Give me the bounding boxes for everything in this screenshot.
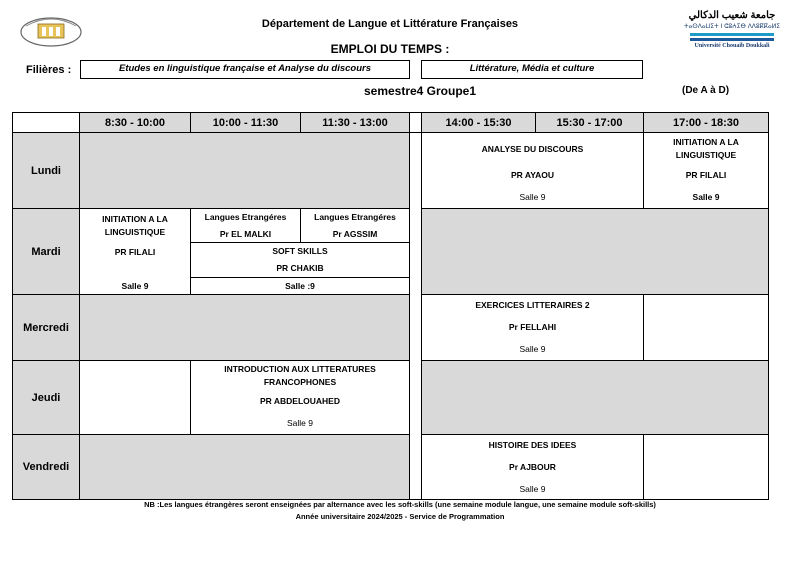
day-lundi: Lundi — [12, 132, 80, 209]
session-vendredi-histoire: HISTOIRE DES IDEES Pr AJBOUR Salle 9 — [421, 434, 644, 500]
day-jeudi: Jeudi — [12, 360, 80, 435]
session-mardi-initiation: INITIATION A LA LINGUISTIQUE PR FILALI Salle 9 — [79, 208, 191, 295]
time-slot-1: 8:30 - 10:00 — [79, 112, 191, 133]
time-slot-5: 15:30 - 17:00 — [535, 112, 644, 133]
session-mercredi-exercices: EXERCICES LITTERAIRES 2 Pr FELLAHI Salle 9 — [421, 294, 644, 361]
session-lundi-analyse: ANALYSE DU DISCOURS PR AYAOU Salle 9 — [421, 132, 644, 209]
session-mardi-softskills-room: Salle :9 — [190, 277, 410, 295]
day-mercredi: Mercredi — [12, 294, 80, 361]
filiere-2: Littérature, Média et culture — [469, 63, 595, 74]
footer-note: NB :Les langues étrangères seront enseignées par alternance avec les soft-skills (une semaine module langue, une semaine module soft-skills) — [144, 500, 656, 509]
session-mardi-langues-1: Langues Etrangéres Pr EL MALKI — [190, 208, 301, 243]
day-mardi: Mardi — [12, 208, 80, 295]
univ-latin-name: Université Chouaib Doukkali — [694, 43, 770, 49]
session-mardi-langues-2: Langues Etrangéres Pr AGSSIM — [300, 208, 410, 243]
semester-group: semestre4 Groupe1 — [363, 84, 477, 98]
time-slot-4: 14:00 - 15:30 — [421, 112, 536, 133]
session-lundi-initiation: INITIATION A LA LINGUISTIQUE PR FILALI Salle 9 — [643, 132, 769, 209]
session-mardi-softskills: SOFT SKILLS PR CHAKIB — [190, 242, 410, 278]
page-title: EMPLOI DU TEMPS : — [330, 42, 450, 56]
filieres-label: Filières : — [26, 64, 72, 76]
time-slot-6: 17:00 - 18:30 — [643, 112, 769, 133]
time-slot-2: 10:00 - 11:30 — [190, 112, 301, 133]
footer-year: Année universitaire 2024/2025 - Service de Programmation — [295, 512, 505, 521]
univ-arabic-name: جامعة شعيب الدكالي — [688, 10, 776, 21]
department-title: Département de Langue et Littérature Françaises — [261, 18, 519, 30]
filiere-1: Etudes en linguistique française et Analyse du discours — [119, 63, 371, 74]
group-range: (De A à D) — [682, 85, 730, 96]
session-jeudi-introduction: INTRODUCTION AUX LITTERATURES FRANCOPHONES PR ABDELOUAHED Salle 9 — [190, 360, 410, 435]
univ-tifinagh-name: ⵜⴰⵙⴷⴰⵡⵉⵜ ⵏ ⵛⵓⵄⵉⴱ ⴷⴷⵓⴽⴽⴰⵍⵉ — [683, 23, 781, 30]
time-slot-3: 11:30 - 13:00 — [300, 112, 410, 133]
day-vendredi: Vendredi — [12, 434, 80, 500]
